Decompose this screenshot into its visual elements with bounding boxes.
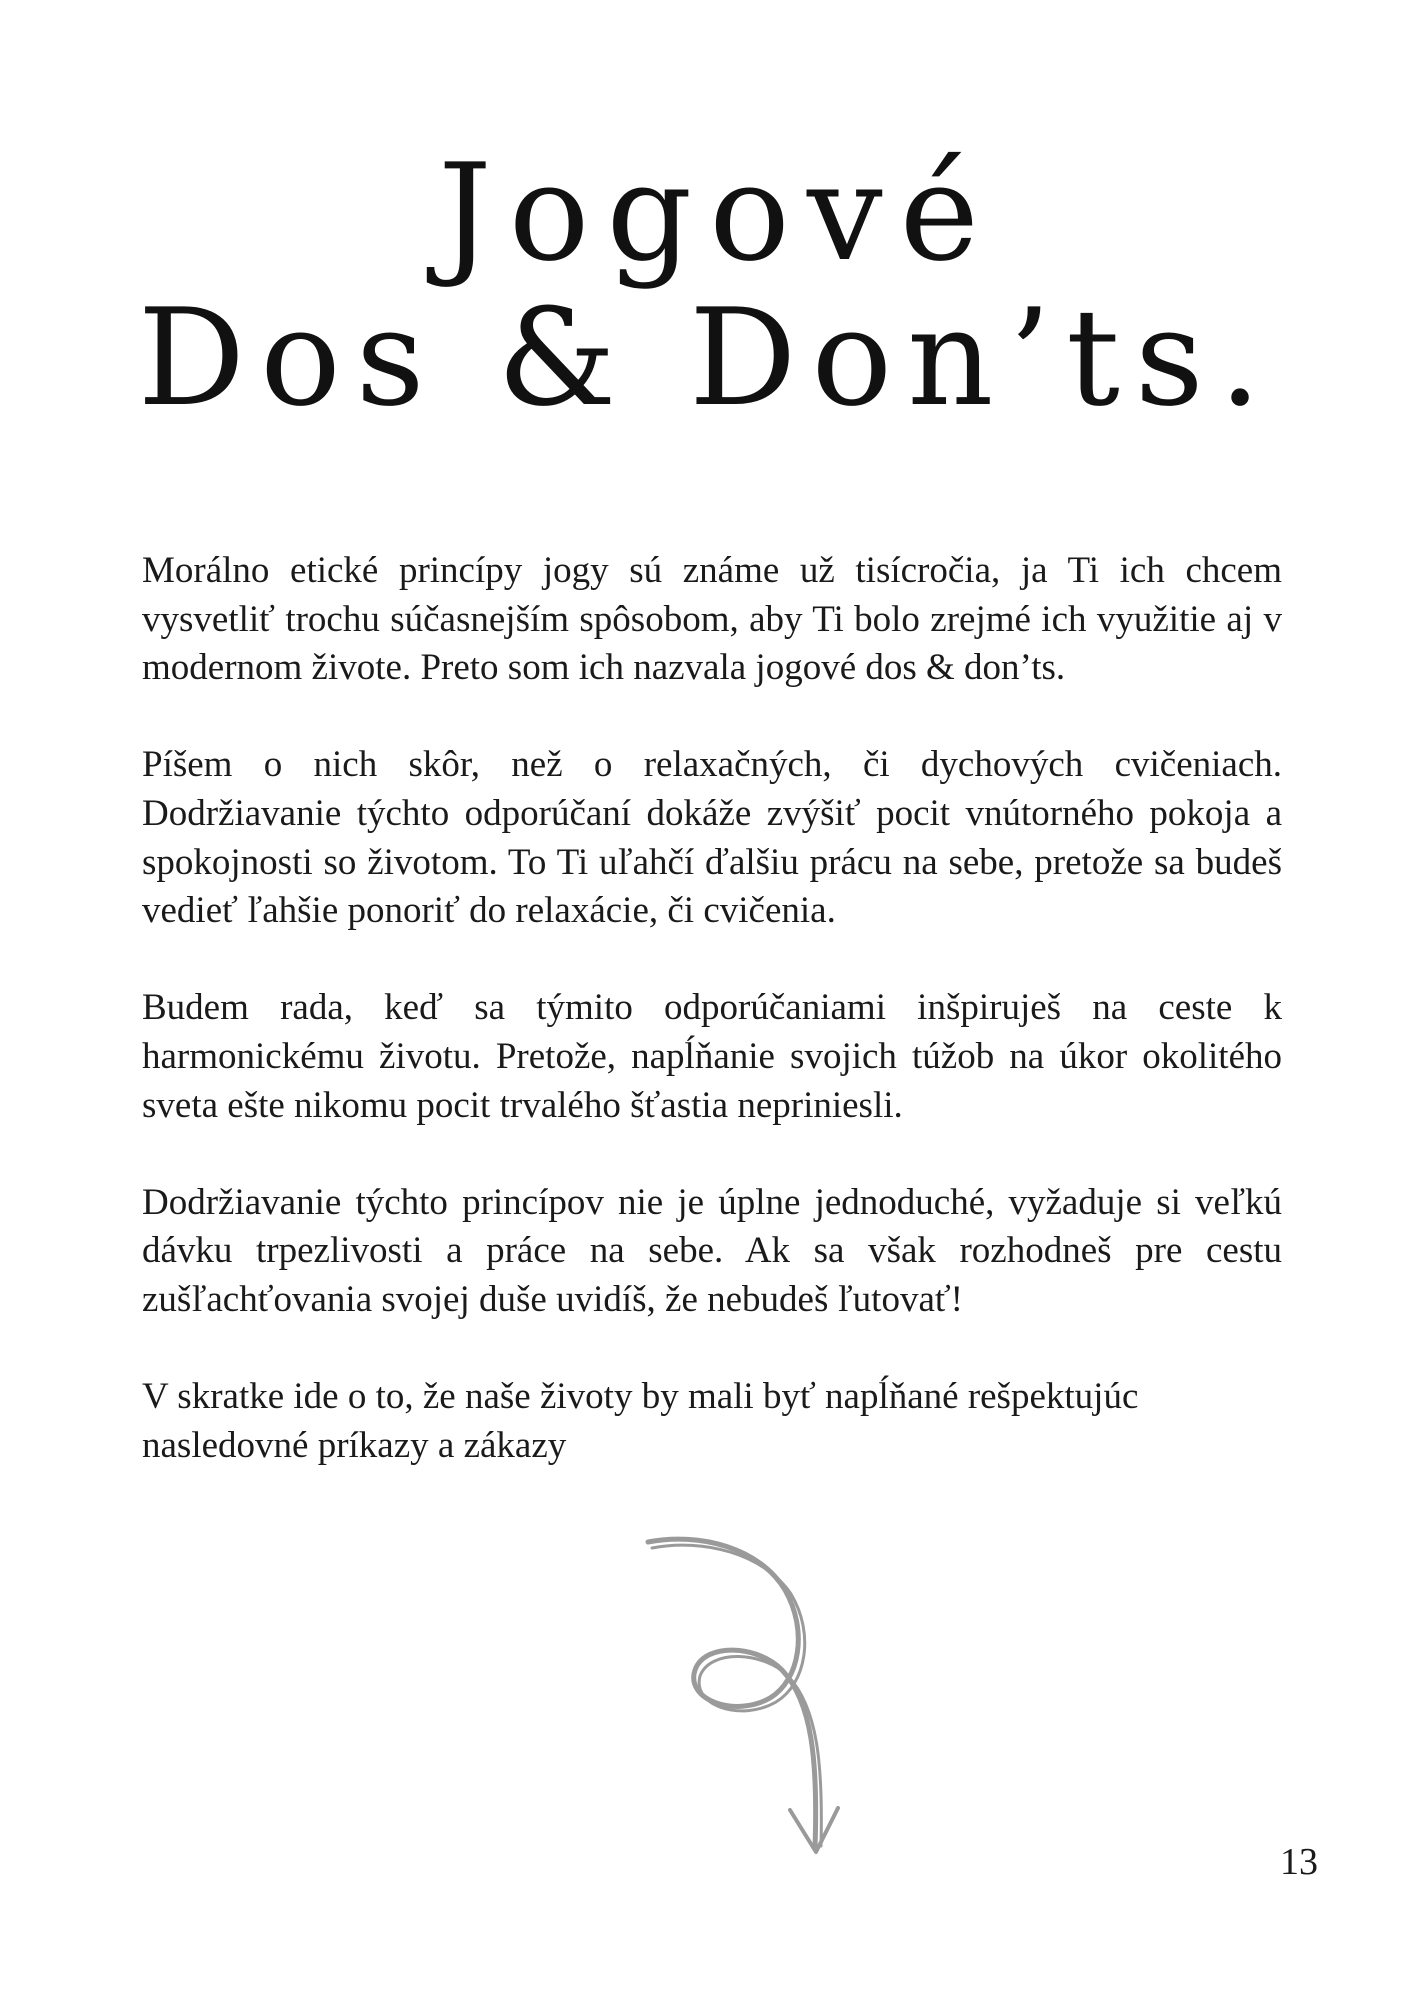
paragraph-4: Dodržiavanie týchto princípov nie je úplne jednoduché, vyžaduje si veľkú dávku trpezlivosti a práce na sebe. Ak sa však rozhodneš pre cestu zušľachťovania svojej duše uvidíš, že nebudeš ľutovať!	[142, 1181, 1282, 1320]
page-title-line-2: Dos & Don’ts.	[137, 280, 1277, 436]
paragraph-3: Budem rada, keď sa týmito odporúčaniami inšpiruješ na ceste k harmonickému životu. Pretože, napĺňanie svojich túžob na úkor okolitého sveta ešte nikomu pocit trvalého šťastia nepriniesli.	[142, 987, 1282, 1126]
page-number: 13	[1280, 1841, 1318, 1883]
paragraph-1: Morálno etické princípy jogy sú známe už tisícročia, ja Ti ich chcem vysvetliť trochu súčasnejším spôsobom, aby Ti bolo zrejmé ich využitie aj v modernom živote. Preto som ich nazvala jogové dos & don’ts.	[142, 550, 1282, 689]
curly-arrow-down-icon	[640, 1530, 880, 1870]
paragraph-2: Píšem o nich skôr, než o relaxačných, či dychových cvičeniach. Dodržiavanie týchto odporúčaní dokáže zvýšiť pocit vnútorného pokoja a spokojnosti so životom. To Ti uľahčí ďalšiu prácu na sebe, pretože sa budeš vedieť ľahšie ponoriť do relaxácie, či cvičenia.	[142, 744, 1282, 932]
body-text	[142, 547, 1282, 1470]
page-title-line-1: Jogové	[438, 135, 996, 291]
paragraph-5: V skratke ide o to, že naše životy by mali byť napĺňané rešpektujúc nasledovné príkazy a zákazy	[142, 1376, 1139, 1466]
